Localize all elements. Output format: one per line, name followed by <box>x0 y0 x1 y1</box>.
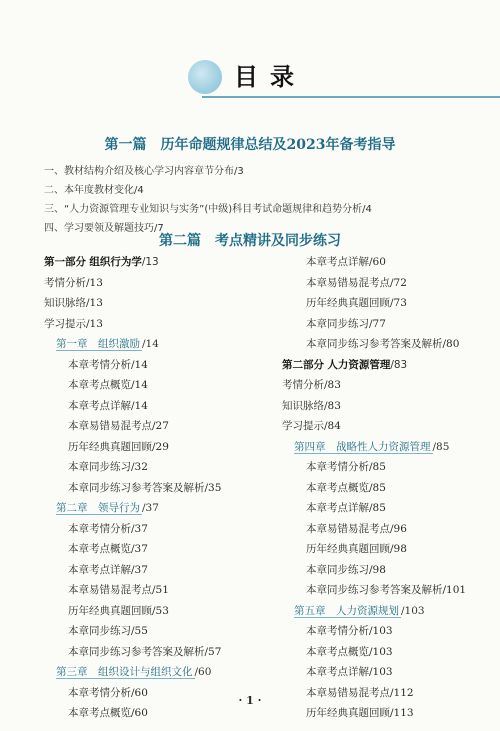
chapter-label: 第三章 组织设计与组织文化 <box>56 666 193 678</box>
toc-subsection-entry[interactable]: 本章考点概览/14 <box>68 379 148 391</box>
toc-subsection-entry[interactable]: 本章考点详解/60 <box>306 256 386 268</box>
toc-subsection-entry[interactable]: 本章考点概览/60 <box>68 707 148 719</box>
toc-subsection-entry[interactable]: 本章同步练习参考答案及解析/80 <box>306 338 460 350</box>
part1-item[interactable]: 二、本年度教材变化/4 <box>44 185 144 196</box>
part-label: 第二部分 <box>282 358 324 371</box>
chapter-label: 第一章 组织激励 <box>56 338 140 350</box>
chapter-label: 第五章 人力资源规划 <box>294 604 399 617</box>
part-name: 组织行为学 <box>89 256 142 268</box>
toc-subsection-entry[interactable]: 本章考点概览/85 <box>306 481 386 494</box>
page-number: · 1 · <box>238 694 262 707</box>
toc-subsection-entry[interactable]: 本章易错易混考点/51 <box>68 584 169 596</box>
toc-section-entry[interactable]: 学习提示/13 <box>44 317 103 330</box>
toc-subsection-entry[interactable]: 本章考点详解/37 <box>68 563 148 576</box>
toc-part-entry[interactable] <box>44 252 274 273</box>
toc-section-entry[interactable]: 学习提示/84 <box>282 420 341 432</box>
toc-subsection-entry[interactable]: 本章同步练习/32 <box>68 461 148 473</box>
toc-subsection-entry[interactable]: 本章同步练习/77 <box>306 317 386 330</box>
page-ref: /83 <box>390 358 408 371</box>
toc-subsection-entry[interactable]: 历年经典真题回顾/73 <box>306 297 407 309</box>
toc-subsection-entry[interactable]: 本章同步练习参考答案及解析/57 <box>68 645 222 658</box>
toc-subsection-entry[interactable]: 本章考点概览/103 <box>306 645 393 658</box>
decorative-circle-icon <box>188 60 222 94</box>
toc-section-entry[interactable]: 考情分析/83 <box>282 379 341 391</box>
part1-item[interactable]: 一、教材结构介绍及核心学习内容章节分布/3 <box>44 166 244 177</box>
page-title: 目录 <box>234 62 306 91</box>
part1-title: 第一篇 历年命题规律总结及2023年备考指导 <box>104 137 396 153</box>
toc-subsection-entry[interactable]: 本章易错易混考点/96 <box>306 522 407 535</box>
toc-subsection-entry[interactable]: 本章考情分析/37 <box>68 522 148 535</box>
toc-subsection-entry[interactable]: 本章考情分析/14 <box>68 358 148 371</box>
toc-part-entry[interactable] <box>282 355 500 376</box>
toc-subsection-entry[interactable]: 本章考点概览/37 <box>68 543 148 555</box>
toc-subsection-entry[interactable]: 本章易错易混考点/112 <box>306 686 414 699</box>
toc-chapter-entry[interactable] <box>44 334 274 355</box>
toc-chapter-entry[interactable] <box>282 437 500 458</box>
toc-subsection-entry[interactable]: 本章考点详解/14 <box>68 399 148 412</box>
page-ref: /85 <box>432 440 450 453</box>
toc-subsection-entry[interactable]: 历年经典真题回顾/98 <box>306 543 407 555</box>
toc-subsection-entry[interactable]: 历年经典真题回顾/29 <box>68 440 169 453</box>
header-underline <box>202 96 500 98</box>
toc-subsection-entry[interactable]: 本章同步练习参考答案及解析/35 <box>68 481 222 494</box>
part-name: 人力资源管理 <box>327 358 391 371</box>
toc-subsection-entry[interactable]: 本章考点详解/85 <box>306 502 386 514</box>
toc-subsection-entry[interactable]: 本章同步练习参考答案及解析/101 <box>306 584 467 596</box>
page-ref: /103 <box>401 604 425 617</box>
toc-subsection-entry[interactable]: 本章考情分析/85 <box>306 461 386 473</box>
toc-subsection-entry[interactable]: 本章易错易混考点/72 <box>306 276 407 289</box>
toc-subsection-entry[interactable]: 本章考情分析/60 <box>68 686 148 699</box>
part1-item[interactable]: 四、学习要领及解题技巧/7 <box>44 223 164 234</box>
part2-title: 第二篇 考点精讲及同步练习 <box>159 233 341 249</box>
page-ref: /60 <box>194 666 212 678</box>
page-ref: /13 <box>141 256 159 268</box>
toc-left-column <box>44 252 274 724</box>
toc-subsection-entry[interactable]: 本章考情分析/103 <box>306 625 393 637</box>
part-label: 第一部分 <box>44 256 86 268</box>
page-ref: /14 <box>142 338 159 350</box>
toc-header <box>188 60 488 100</box>
toc-subsection-entry[interactable]: 本章考点详解/103 <box>306 666 393 678</box>
toc-subsection-entry[interactable]: 本章同步练习/55 <box>68 625 148 637</box>
toc-subsection-entry[interactable]: 本章易错易混考点/27 <box>68 420 169 432</box>
toc-chapter-entry[interactable] <box>44 662 274 683</box>
page-ref: /37 <box>142 502 159 514</box>
part1-item[interactable]: 三、“人力资源管理专业知识与实务”(中级)科目考试命题规律和趋势分析/4 <box>44 204 372 215</box>
chapter-label: 第四章 战略性人力资源管理 <box>294 440 431 453</box>
toc-chapter-entry[interactable] <box>44 498 274 519</box>
toc-subsection-entry[interactable]: 本章同步练习/98 <box>306 563 386 576</box>
toc-subsection-entry[interactable]: 历年经典真题回顾/113 <box>306 707 414 719</box>
toc-right-column <box>282 252 500 724</box>
toc-subsection-entry[interactable]: 历年经典真题回顾/53 <box>68 604 169 617</box>
toc-section-entry[interactable]: 知识脉络/83 <box>282 399 341 412</box>
toc-chapter-entry[interactable] <box>282 601 500 622</box>
toc-section-entry[interactable]: 知识脉络/13 <box>44 297 103 309</box>
toc-section-entry[interactable]: 考情分析/13 <box>44 276 103 289</box>
chapter-label: 第二章 领导行为 <box>56 502 140 514</box>
part1-items <box>44 162 484 238</box>
